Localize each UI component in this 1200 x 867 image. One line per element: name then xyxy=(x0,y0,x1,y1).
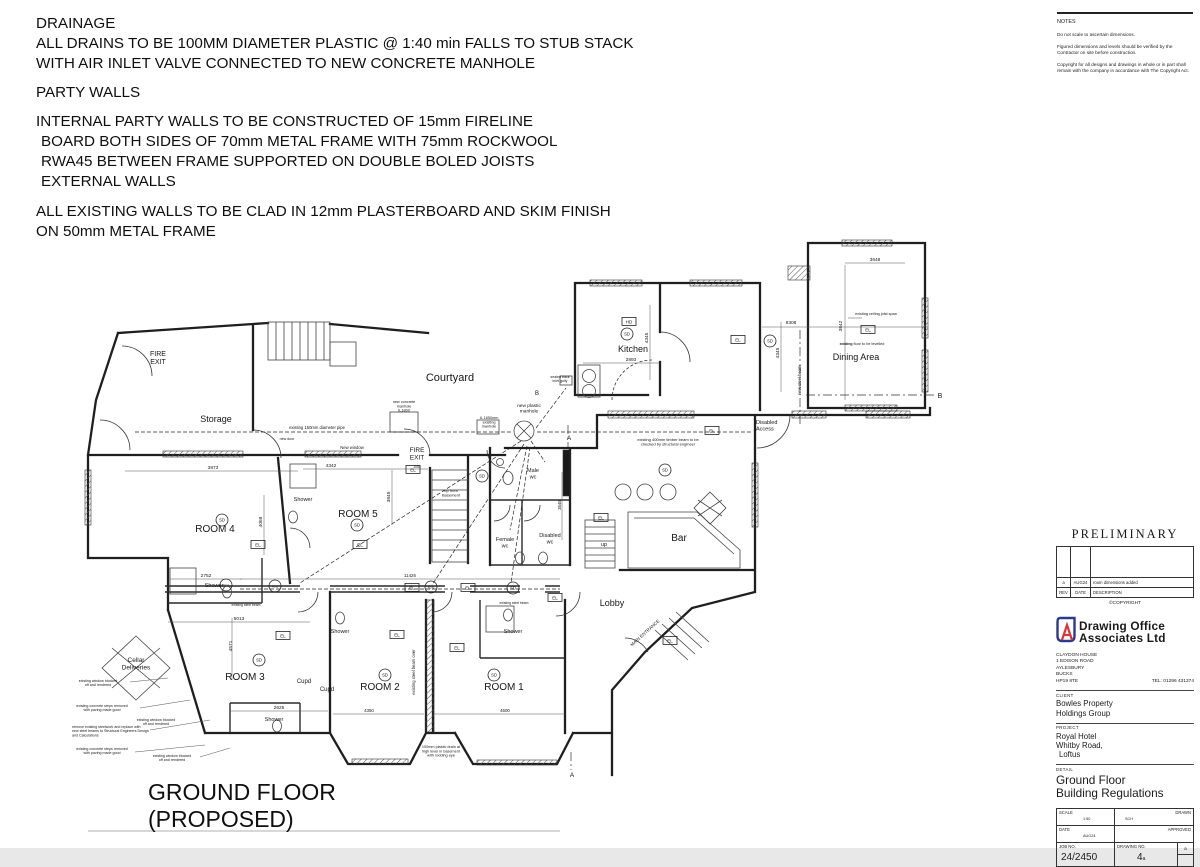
plan-label: 8308 xyxy=(785,321,797,326)
plan-label: Disabled wc xyxy=(539,533,561,546)
plan-label: Cupd xyxy=(319,687,335,693)
fixtures-group xyxy=(102,365,740,732)
plan-label: Kitchen xyxy=(617,344,649,354)
svg-text:SD: SD xyxy=(382,672,388,678)
svg-text:SD: SD xyxy=(219,517,225,523)
revision-header-description: DESCRIPTION xyxy=(1093,590,1122,595)
plan-label: existing ceiling joist span xyxy=(855,312,897,316)
plan-label: 3546 xyxy=(557,500,562,510)
plan-label: existing window blocked off and rendered xyxy=(78,679,118,688)
plan-label: 4345 xyxy=(645,332,650,344)
address-line: AYLESBURY xyxy=(1056,665,1085,671)
svg-text:EL: EL xyxy=(709,428,715,434)
plan-label: B xyxy=(534,391,540,397)
plan-label: existing 150mm diameter pipe xyxy=(289,425,345,430)
plan-tag-el xyxy=(548,593,562,601)
scale-value: 1:50 xyxy=(1083,816,1091,821)
notes-title: NOTES xyxy=(1057,19,1076,25)
plan-label: existing window blocked off and rendered xyxy=(152,754,192,763)
walls-group xyxy=(88,243,930,775)
plan-tag-el xyxy=(861,325,875,333)
plan-title-line1: GROUND FLOOR xyxy=(148,779,336,805)
plan-label: FIRE EXIT xyxy=(409,447,425,462)
plan-tag-el xyxy=(663,636,677,644)
date-value: AUG24 xyxy=(1083,833,1096,838)
plan-label: 2625 xyxy=(273,706,285,711)
company-address xyxy=(1056,653,1097,685)
svg-text:SD: SD xyxy=(491,672,497,678)
revision-description: room dimensions added xyxy=(1093,580,1138,585)
spec-line: PARTY WALLS xyxy=(36,84,141,102)
plan-tag-fd30 xyxy=(220,579,232,591)
svg-text:EL: EL xyxy=(357,542,363,548)
client-section xyxy=(1056,690,1194,717)
project-section xyxy=(1056,723,1194,760)
plan-label: existing steel beam xyxy=(499,601,529,605)
plan-title-line2: (PROPOSED) xyxy=(148,806,294,833)
plan-label: 100mm plastic drain at high level in basement with rodding eye xyxy=(421,745,461,758)
plan-title xyxy=(148,779,336,833)
plan-label: 4069 xyxy=(259,516,264,528)
stairs-group xyxy=(268,319,709,660)
svg-text:FD30: FD30 xyxy=(222,584,230,588)
plan-tag-el xyxy=(705,426,719,434)
detail-section xyxy=(1056,764,1194,801)
plan-label: 11426 xyxy=(404,573,416,578)
plan-label: ROOM 1 xyxy=(484,682,524,693)
plan-label: Female wc xyxy=(495,537,515,550)
approved-label: APPROVED xyxy=(1167,826,1191,832)
svg-text:EL: EL xyxy=(552,595,558,601)
plan-label: Disabled Access xyxy=(756,420,778,433)
spec-line: ALL DRAINS TO BE 100MM DIAMETER PLASTIC @ 1:40 min FALLS TO STUB STACK xyxy=(36,35,634,53)
spec-line: EXTERNAL WALLS xyxy=(41,173,176,191)
plan-label: 1053 xyxy=(413,465,421,469)
address-line: CLAYDON HOUSE xyxy=(1056,653,1098,658)
spec-line: WITH AIR INLET VALVE CONNECTED TO NEW CONCRETE MANHOLE xyxy=(36,55,536,73)
plan-label: ROOM 3 xyxy=(225,672,265,683)
detail-label: DETAIL xyxy=(1056,766,1074,772)
company-identity xyxy=(1056,616,1194,648)
plan-label: Storage xyxy=(200,414,232,424)
detail-line: Building Regulations xyxy=(1056,786,1164,801)
plan-tag-sd xyxy=(476,470,488,482)
plan-label: existing floor to be levelled xyxy=(839,342,885,346)
spec-line: INTERNAL PARTY WALLS TO BE CONSTRUCTED OF 15mm FIRELINE xyxy=(36,113,534,131)
spec-line: RWA45 BETWEEN FRAME SUPPORTED ON DOUBLE BOLED JOISTS xyxy=(41,153,535,171)
plan-label: IL 1650mm existing manhole xyxy=(479,416,499,429)
detail-line: Ground Floor xyxy=(1056,772,1126,787)
notes-paragraph: Figured dimensions and levels should be verified by the Contractor on site before construction. xyxy=(1057,44,1173,56)
drawn-value: SCH xyxy=(1125,816,1134,821)
revision-header-row xyxy=(1057,587,1193,597)
spec-line: ALL EXISTING WALLS TO BE CLAD IN 12mm PLASTERBOARD AND SKIM FINISH xyxy=(36,202,611,220)
plan-label: Courtyard xyxy=(425,372,475,384)
plan-tag-sd xyxy=(379,669,391,681)
plan-label: up from Basement xyxy=(441,488,461,498)
plan-label: Shower xyxy=(264,717,284,723)
job-number-label: JOB NO. xyxy=(1059,843,1076,849)
plan-label: Male wc xyxy=(527,468,539,481)
address-line: BUCKS xyxy=(1056,672,1073,678)
plan-label: Bar xyxy=(671,533,687,544)
spec-line: DRAINAGE xyxy=(36,15,116,32)
plan-label: A xyxy=(569,772,575,779)
drawing-number: 4 xyxy=(1137,851,1143,863)
plan-tag-el xyxy=(450,643,464,651)
revision-empty-row xyxy=(1057,547,1193,577)
plan-label: sealed back inlet gully xyxy=(550,375,570,384)
company-contact xyxy=(1056,653,1194,685)
svg-text:EL: EL xyxy=(409,585,415,591)
plan-tags-group xyxy=(216,317,875,681)
plan-label: ROOM 5 xyxy=(338,509,378,520)
plan-label: new steel beam xyxy=(797,365,802,395)
preliminary-stamp: PRELIMINARY xyxy=(1071,527,1179,541)
plan-tag-el xyxy=(731,335,745,343)
address-line: HP19 8TE xyxy=(1056,678,1079,684)
company-logo-icon xyxy=(1056,616,1076,648)
plan-label: 2893 xyxy=(625,358,637,363)
plan-label: existing window blocked off and rendered xyxy=(136,718,176,727)
address-line: 1 EDISON ROAD xyxy=(1056,659,1094,665)
svg-text:SD: SD xyxy=(256,657,262,663)
plan-label: MAIN ENTRANCE xyxy=(629,618,661,648)
plan-label: remove existing steelwork and replace with new steel beams to Structural Engineers Design and Calculations xyxy=(72,725,149,738)
svg-text:EL: EL xyxy=(598,515,604,521)
revision-box xyxy=(1177,843,1193,866)
client-line: Holdings Group xyxy=(1056,708,1111,718)
scale-label: SCALE xyxy=(1059,809,1073,815)
plan-label: new concrete manhole IL1800 xyxy=(392,400,416,413)
plan-label: New window xyxy=(340,445,364,450)
date-label: DATE xyxy=(1059,826,1070,832)
company-name xyxy=(1079,620,1166,644)
svg-text:EL: EL xyxy=(255,542,261,548)
spec-line: ON 50mm METAL FRAME xyxy=(36,222,216,240)
svg-text:EL: EL xyxy=(280,633,286,639)
drawing-number-rev: a xyxy=(1142,855,1146,862)
svg-text:EL: EL xyxy=(394,632,400,638)
plan-label: FIRE EXIT xyxy=(150,351,166,367)
plan-label: new door xyxy=(279,437,295,441)
revision-table xyxy=(1056,546,1194,598)
plan-label: existing 400mm timber beam to be checked by structural engineer xyxy=(637,437,699,447)
plan-label: Shower xyxy=(503,629,523,635)
plan-label: existing steel beam xyxy=(231,603,261,607)
plan-label: Cupd xyxy=(296,679,312,685)
job-drawing-row xyxy=(1057,842,1193,866)
plan-label: Cellar Deliveries xyxy=(121,657,151,672)
drawn-label: DRAWN xyxy=(1175,809,1191,815)
svg-text:SD: SD xyxy=(479,473,485,479)
svg-text:EL: EL xyxy=(454,645,460,651)
client-value xyxy=(1056,699,1194,717)
svg-text:SD: SD xyxy=(354,522,360,528)
plan-label: 3842 xyxy=(839,320,844,332)
plan-label: 3845 xyxy=(387,491,392,503)
revision-date: AUG24 xyxy=(1071,578,1091,587)
plan-tag-sd xyxy=(253,654,265,666)
svg-text:HD: HD xyxy=(625,319,633,325)
job-number-value: 24/2450 xyxy=(1061,851,1098,863)
svg-text:FD30: FD30 xyxy=(427,586,435,590)
drawing-number-label: DRAWING NO. xyxy=(1117,843,1146,849)
plan-tag-el xyxy=(405,583,419,591)
plan-label: ROOM 2 xyxy=(360,682,400,693)
plan-label: existing concrete steps removed with paving made good xyxy=(76,704,128,713)
plan-tag-el xyxy=(251,540,265,548)
plan-label: 4350 xyxy=(364,708,374,713)
plan-label: B xyxy=(937,393,943,400)
plan-label: up xyxy=(600,542,608,548)
plan-label: A xyxy=(566,435,572,442)
project-label: PROJECT xyxy=(1056,725,1079,731)
svg-text:SD: SD xyxy=(662,467,668,473)
plan-tag-hd xyxy=(622,317,636,325)
plan-label: Dining Area xyxy=(832,352,880,362)
client-line: Bowles Property xyxy=(1056,699,1113,709)
plan-label: Shower xyxy=(330,629,350,635)
svg-text:FD30: FD30 xyxy=(271,585,279,589)
client-label: CLIENT xyxy=(1056,692,1074,698)
notes-paragraph: Copyright for all designs and drawings in whole or in part shall remain with the company in accordance with The Copyright Act. xyxy=(1057,62,1190,74)
svg-text:EL: EL xyxy=(735,337,741,343)
notes-paragraph: Do not scale to ascertain dimensions. xyxy=(1057,32,1135,38)
company-name-line2: Associates Ltd xyxy=(1079,631,1166,645)
plan-label: 4571 xyxy=(229,640,234,652)
svg-text:SD: SD xyxy=(767,338,773,344)
plan-label: 4500 xyxy=(500,708,510,713)
plan-tag-fd30 xyxy=(425,581,437,593)
revision-rev: a xyxy=(1057,578,1071,587)
svg-text:EL: EL xyxy=(410,467,416,473)
plan-label: 4345 xyxy=(776,347,781,359)
plan-label: new plastic manhole xyxy=(517,404,541,415)
plan-label: Lobby xyxy=(599,598,625,608)
svg-text:EL: EL xyxy=(667,638,673,644)
plan-label: 3648 xyxy=(869,258,881,263)
plan-label: ROOM 4 xyxy=(195,524,235,535)
plan-label: 3873 xyxy=(207,466,219,471)
date-approved-row xyxy=(1057,825,1193,842)
plan-tag-el xyxy=(353,540,367,548)
plan-label: 4342 xyxy=(325,464,337,469)
svg-text:EL: EL xyxy=(465,585,471,591)
revision-row xyxy=(1057,577,1193,587)
plan-label: existing concrete steps removed with paving made good xyxy=(76,747,128,756)
project-line: Royal Hotel xyxy=(1056,731,1097,741)
plan-label: 5013 xyxy=(233,617,245,622)
plan-tag-sd xyxy=(621,328,633,340)
plan-tag-el xyxy=(461,583,475,591)
revision-box-letter: a xyxy=(1178,843,1193,855)
plan-label: Shower xyxy=(204,583,224,589)
plan-tag-sd xyxy=(659,464,671,476)
svg-text:SD: SD xyxy=(624,331,630,337)
revision-header-date: DATE xyxy=(1071,588,1091,597)
project-line: Loftus xyxy=(1059,750,1081,760)
copyright-note: ©COPYRIGHT xyxy=(1108,601,1142,606)
company-telephone: TEL: 01296 431374 xyxy=(1151,678,1194,684)
plan-label: 2752 xyxy=(200,574,212,579)
plan-tag-el xyxy=(390,630,404,638)
drawing-info-table xyxy=(1056,808,1194,867)
plan-tag-sd xyxy=(488,669,500,681)
plan-labels-group xyxy=(72,257,943,779)
spec-line: BOARD BOTH SIDES OF 70mm METAL FRAME WITH 75mm ROCKWOOL xyxy=(41,133,558,151)
detail-value xyxy=(1056,774,1194,801)
svg-text:EL: EL xyxy=(865,327,871,333)
plan-tag-sd xyxy=(351,519,363,531)
svg-text:SD: SD xyxy=(510,585,516,591)
title-block xyxy=(1056,527,1194,867)
plan-label: Shower xyxy=(293,497,313,503)
scale-drawn-row xyxy=(1057,809,1193,825)
company-name-line1: Drawing Office xyxy=(1079,618,1166,633)
plan-label: existing steel beam over xyxy=(411,649,416,695)
project-line: Whitby Road, xyxy=(1056,740,1103,750)
project-value xyxy=(1056,732,1194,760)
revision-header-rev: REV xyxy=(1057,588,1071,597)
plan-tag-sd xyxy=(764,335,776,347)
plan-tag-el xyxy=(276,631,290,639)
drawing-number-value xyxy=(1137,852,1145,863)
